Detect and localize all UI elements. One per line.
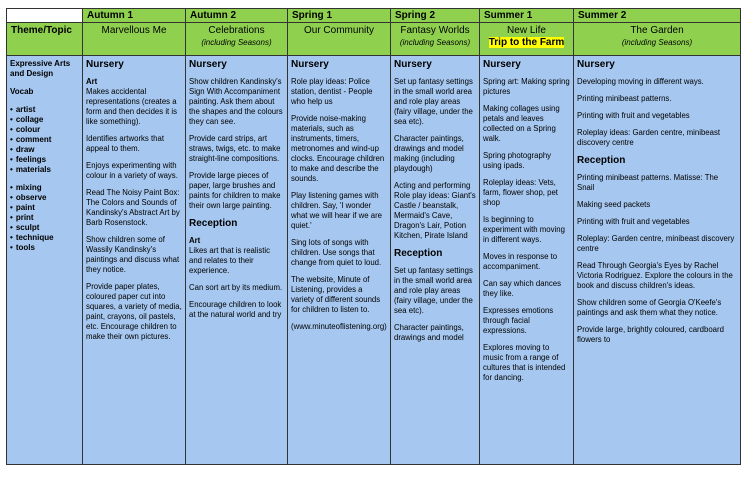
content-row <box>7 56 741 465</box>
vocab-item: • draw <box>10 145 79 155</box>
activity-text: Is beginning to experiment with moving in different ways. <box>483 215 565 244</box>
theme-highlight: Trip to the Farm <box>488 37 565 48</box>
vocab-item: • tools <box>10 243 79 253</box>
subsection-heading: Art <box>189 236 201 245</box>
term-header: Summer 2 <box>574 9 741 23</box>
activity-text: Provide large pieces of paper, large brushes and paints for children to make their own large painting. <box>189 171 281 210</box>
theme-subtitle: (including Seasons) <box>621 38 693 47</box>
theme-title: Our Community <box>303 25 374 36</box>
activity-text: Read The Noisy Paint Box: The Colors and Sounds of Kandinsky's Abstract Art by Barb Rosenstock. <box>86 188 180 227</box>
activity-text: Role play ideas: Police station, dentist - People who help us <box>291 77 373 106</box>
eyfs-curriculum-table <box>6 8 740 470</box>
vocab-item: • collage <box>10 115 79 125</box>
section-heading: Nursery <box>394 59 432 70</box>
activity-text: Roleplay: Garden centre, minibeast discovery centre <box>577 234 735 253</box>
vocab-item: • comment <box>10 135 79 145</box>
section-heading: Reception <box>394 248 443 259</box>
theme-title: The Garden <box>630 25 684 36</box>
section-heading: Nursery <box>189 59 227 70</box>
activity-text: Likes art that is realistic and relates to their experience. <box>189 246 271 275</box>
term-content-cell <box>391 56 480 465</box>
activity-text: Acting and performing Role play ideas: Giant's Castle / beanstalk, Mermaid's Cave, Dragon's Lair, Potion Kitchen, Pirate Island <box>394 181 476 240</box>
activity-text: Provide large, brightly coloured, cardboard flowers to <box>577 325 724 344</box>
subject-cell <box>7 56 83 465</box>
vocab-item: • colour <box>10 125 79 135</box>
activity-text: Printing with fruit and vegetables <box>577 111 690 120</box>
curriculum-grid <box>6 8 741 465</box>
activity-text: Moves in response to accompaniment. <box>483 252 558 271</box>
term-content <box>394 56 476 462</box>
activity-text: Character paintings, drawings and model <box>394 323 464 342</box>
theme-label: Theme/Topic <box>7 23 83 56</box>
vocab-label: Vocab <box>10 87 34 96</box>
activity-text: Making seed packets <box>577 200 651 209</box>
subject-title: Expressive Arts and Design <box>10 59 71 78</box>
term-content-cell <box>480 56 574 465</box>
activity-text: Show children some of Wassily Kandinsky's paintings and discuss what they notice. <box>86 235 180 274</box>
activity-text: Spring photography using ipads. <box>483 151 552 170</box>
activity-text: Identifies artworks that appeal to them. <box>86 134 165 153</box>
section-heading: Nursery <box>483 59 521 70</box>
theme-title: Celebrations <box>208 25 265 36</box>
activity-text: Show children some of Georgia O'Keefe's paintings and ask them what they notice. <box>577 298 722 317</box>
term-header: Summer 1 <box>480 9 574 23</box>
term-content <box>577 56 737 462</box>
activity-text: Set up fantasy settings in the small world area and role play areas (fairy village, under the sea etc). <box>394 77 473 126</box>
theme-title: Fantasy Worlds <box>400 25 470 36</box>
vocab-list-1 <box>10 105 79 175</box>
theme-title: New Life <box>507 25 546 36</box>
activity-text: Enjoys experimenting with colour in a variety of ways. <box>86 161 178 180</box>
vocab-item: • technique <box>10 233 79 243</box>
activity-text: Provide card strips, art straws, twigs, etc. to make straight-line compositions. <box>189 134 281 163</box>
subsection-heading: Art <box>86 77 98 86</box>
term-header: Spring 1 <box>288 9 391 23</box>
activity-text: Provide paper plates, coloured paper cut into squares, a variety of media, paint, crayons, oil pastels, etc. Encourage children to make their own pictures. <box>86 282 182 341</box>
activity-text: Can say which dances they like. <box>483 279 562 298</box>
vocab-item: • print <box>10 213 79 223</box>
theme-cell <box>480 23 574 56</box>
term-content <box>86 56 182 462</box>
vocab-item: • artist <box>10 105 79 115</box>
activity-text: Can sort art by its medium. <box>189 283 283 292</box>
activity-text: Read Through Georgia's Eyes by Rachel Victoria Rodriguez. Explore the colours in the book and discuss children's ideas. <box>577 261 733 290</box>
term-header: Autumn 1 <box>83 9 186 23</box>
activity-text: Roleplay ideas: Garden centre, minibeast discovery centre <box>577 128 721 147</box>
theme-row <box>7 23 741 56</box>
section-heading: Nursery <box>291 59 329 70</box>
activity-text: Making collages using petals and leaves collected on a Spring walk. <box>483 104 560 143</box>
vocab-item: • observe <box>10 193 79 203</box>
term-content-cell <box>574 56 741 465</box>
activity-text: (www.minuteoflistening.org) <box>291 322 387 331</box>
theme-cell <box>391 23 480 56</box>
term-content-cell <box>83 56 186 465</box>
vocab-item: • mixing <box>10 183 79 193</box>
activity-text: Provide noise-making materials, such as instruments, timers, metronomes and wind-up clocks. Encourage children to make and describe the sounds. <box>291 114 385 183</box>
activity-text: Encourage children to look at the natural world and try <box>189 300 282 319</box>
theme-cell <box>83 23 186 56</box>
corner-cell <box>7 9 83 23</box>
vocab-item: • paint <box>10 203 79 213</box>
activity-text: Makes accidental representations (creates a form and then decides it is like something). <box>86 87 178 126</box>
section-heading: Nursery <box>86 59 124 70</box>
activity-text: Printing with fruit and vegetables <box>577 217 690 226</box>
section-heading: Reception <box>577 155 626 166</box>
vocab-item: • sculpt <box>10 223 79 233</box>
activity-text: Printing minibeast patterns. <box>577 94 672 103</box>
theme-subtitle: (including Seasons) <box>399 38 471 47</box>
activity-text: The website, Minute of Listening, provides a variety of different sounds for children to listen to. <box>291 275 381 314</box>
term-content <box>189 56 284 462</box>
activity-text: Play listening games with children. Say, 'I wonder what we will hear if we are quiet.' <box>291 191 383 230</box>
theme-cell <box>186 23 288 56</box>
activity-text: Explores moving to music from a range of cultures that is intended for dancing. <box>483 343 566 382</box>
term-header: Spring 2 <box>391 9 480 23</box>
section-heading: Nursery <box>577 59 615 70</box>
theme-cell <box>288 23 391 56</box>
activity-text: Show children Kandinsky's Sign With Accompaniment painting. Ask them about the shapes and the colours they can see. <box>189 77 283 126</box>
vocab-item: • feelings <box>10 155 79 165</box>
term-content <box>291 56 387 462</box>
vocab-item: • materials <box>10 165 79 175</box>
subject-panel <box>10 56 79 462</box>
term-content <box>483 56 570 462</box>
theme-subtitle: (including Seasons) <box>201 38 272 47</box>
activity-text: Spring art: Making spring pictures <box>483 77 570 96</box>
section-heading: Reception <box>189 218 238 229</box>
term-content-cell <box>288 56 391 465</box>
activity-text: Character paintings, drawings and model making (including playdough) <box>394 134 464 173</box>
term-header-row <box>7 9 741 23</box>
activity-text: Roleplay ideas: Vets, farm, flower shop, pet shop <box>483 178 558 207</box>
activity-text: Set up fantasy settings in the small world area and role play areas (fairy village, under the sea etc). <box>394 266 473 315</box>
activity-text: Printing minibeast patterns. Matisse: The Snail <box>577 173 719 192</box>
activity-text: Expresses emotions through facial expressions. <box>483 306 554 335</box>
theme-title: Marvellous Me <box>101 25 167 36</box>
term-content-cell <box>186 56 288 465</box>
activity-text: Sing lots of songs with children. Use songs that change from quiet to loud. <box>291 238 382 267</box>
activity-text: Developing moving in different ways. <box>577 77 704 86</box>
theme-cell <box>574 23 741 56</box>
vocab-list-2 <box>10 183 79 253</box>
term-header: Autumn 2 <box>186 9 288 23</box>
